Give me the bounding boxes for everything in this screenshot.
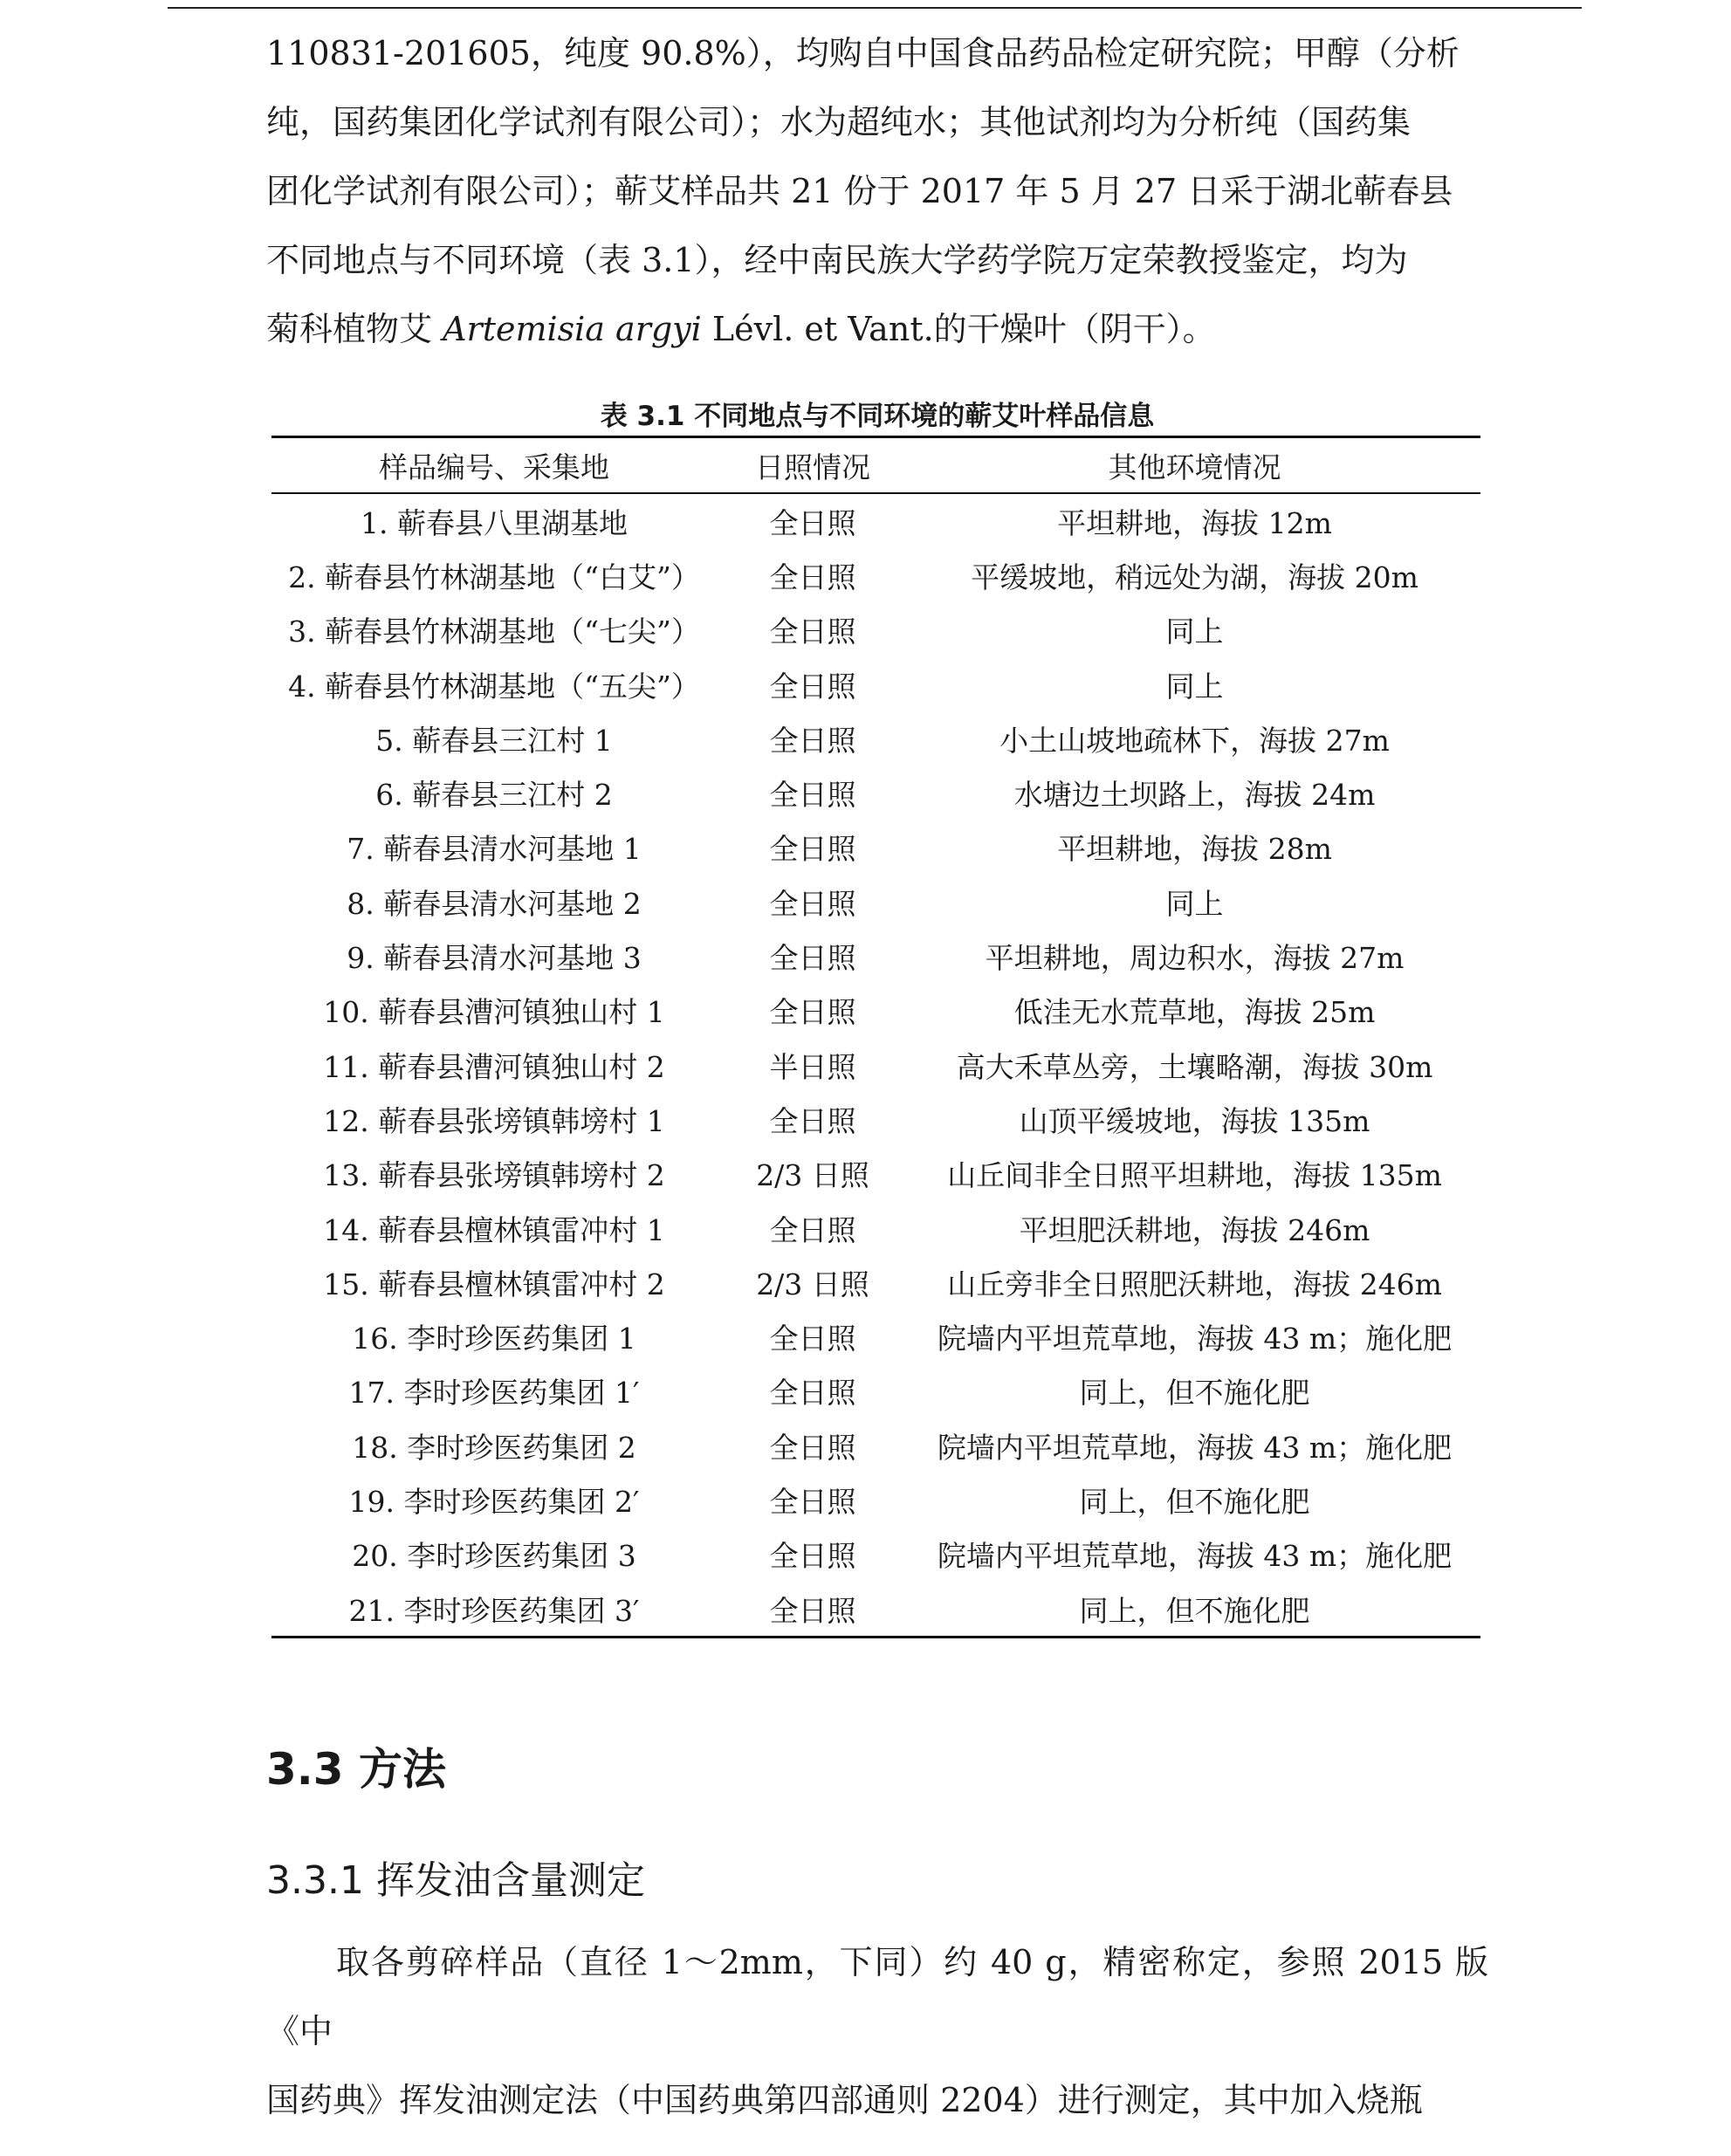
cell-sunlight: 全日照 xyxy=(769,1430,856,1465)
intro-line-3: 团化学试剂有限公司）；蕲艾样品共 21 份于 2017 年 5 月 27 日采于湖北蕲春县 xyxy=(266,172,1453,210)
cell-environment: 山顶平缓坡地，海拔 135m xyxy=(1019,1103,1370,1138)
cell-sunlight: 全日照 xyxy=(769,505,856,540)
cell-sample-location: 19. 李时珍医药集团 2′ xyxy=(348,1484,640,1519)
cell-sample-location: 18. 李时珍医药集团 2 xyxy=(352,1430,636,1465)
cell-environment: 院墙内平坦荒草地，海拔 43 m；施化肥 xyxy=(937,1430,1453,1465)
cell-sample-location: 4. 蕲春县竹林湖基地（“五尖”） xyxy=(288,669,700,704)
table-row xyxy=(271,493,1480,548)
table-row xyxy=(271,1528,1480,1582)
table-row xyxy=(271,1255,1480,1309)
cell-sunlight: 半日照 xyxy=(769,1049,856,1084)
cell-sample-location: 2. 蕲春县竹林湖基地（“白艾”） xyxy=(288,560,700,594)
intro-line-2: 纯，国药集团化学试剂有限公司）；水为超纯水；其他试剂均为分析纯（国药集 xyxy=(266,103,1412,141)
intro-line-1: 110831-201605，纯度 90.8%），均购自中国食品药品检定研究院；甲醇（分析 xyxy=(266,34,1460,72)
table-row xyxy=(271,548,1480,602)
table-row xyxy=(271,766,1480,820)
cell-sample-location: 12. 蕲春县张塝镇韩塝村 1 xyxy=(323,1103,665,1138)
table-header-row xyxy=(271,437,1480,494)
cell-sunlight: 全日照 xyxy=(769,1484,856,1519)
intro-line-5 xyxy=(266,295,1488,364)
cell-environment: 高大禾草丛旁，土壤略潮，海拔 30m xyxy=(956,1049,1433,1084)
cell-sample-location: 20. 李时珍医药集团 3 xyxy=(352,1539,636,1574)
table-row xyxy=(271,603,1480,657)
cell-sample-location: 8. 蕲春县清水河基地 2 xyxy=(347,886,642,921)
table-row xyxy=(271,875,1480,929)
cell-sample-location: 9. 蕲春县清水河基地 3 xyxy=(347,941,642,976)
cell-sunlight: 全日照 xyxy=(769,941,856,976)
table-row xyxy=(271,1364,1480,1418)
table-caption: 表 3.1 不同地点与不同环境的蕲艾叶样品信息 xyxy=(600,401,1155,432)
cell-environment: 低洼无水荒草地，海拔 25m xyxy=(1013,995,1376,1030)
cell-environment: 平坦耕地，周边积水，海拔 27m xyxy=(985,941,1405,976)
cell-sunlight: 全日照 xyxy=(769,1212,856,1247)
cell-sample-location: 7. 蕲春县清水河基地 1 xyxy=(347,832,642,867)
header-rule xyxy=(168,7,1582,9)
cell-sunlight: 全日照 xyxy=(769,669,856,704)
table-row xyxy=(271,1147,1480,1201)
intro-line-5-suffix: Lévl. et Vant.的干燥叶（阴干）。 xyxy=(701,310,1216,348)
table-row xyxy=(271,821,1480,875)
intro-line-5-prefix: 菊科植物艾 xyxy=(266,310,443,348)
table-row xyxy=(271,1582,1480,1638)
table-row xyxy=(271,1092,1480,1146)
cell-sample-location: 11. 蕲春县漕河镇独山村 2 xyxy=(323,1049,665,1084)
table-row xyxy=(271,1309,1480,1363)
cell-environment: 院墙内平坦荒草地，海拔 43 m；施化肥 xyxy=(937,1539,1453,1574)
cell-environment: 山丘旁非全日照肥沃耕地，海拔 246m xyxy=(947,1267,1442,1301)
header-sample-location: 样品编号、采集地 xyxy=(271,437,717,494)
cell-sunlight: 全日照 xyxy=(769,1376,856,1411)
cell-environment: 同上，但不施化肥 xyxy=(1079,1376,1310,1411)
cell-sample-location: 10. 蕲春县漕河镇独山村 1 xyxy=(323,995,665,1030)
table-row xyxy=(271,984,1480,1038)
cell-sunlight: 2/3 日照 xyxy=(756,1267,869,1301)
table-row xyxy=(271,1418,1480,1473)
cell-environment: 同上 xyxy=(1165,669,1224,704)
cell-sample-location: 14. 蕲春县檀林镇雷冲村 1 xyxy=(323,1212,665,1247)
cell-environment: 水塘边土坝路上，海拔 24m xyxy=(1013,778,1376,813)
cell-environment: 同上，但不施化肥 xyxy=(1079,1484,1310,1519)
cell-sample-location: 17. 李时珍医药集团 1′ xyxy=(348,1376,640,1411)
table-row xyxy=(271,1038,1480,1092)
page-content xyxy=(266,19,1488,2135)
cell-sample-location: 6. 蕲春县三江村 2 xyxy=(375,778,613,813)
cell-sunlight: 全日照 xyxy=(769,560,856,594)
cell-sample-location: 13. 蕲春县张塝镇韩塝村 2 xyxy=(323,1158,665,1193)
cell-environment: 平缓坡地，稍远处为湖，海拔 20m xyxy=(971,560,1418,594)
cell-environment: 同上 xyxy=(1165,615,1224,649)
cell-sunlight: 全日照 xyxy=(769,723,856,758)
table-row xyxy=(271,657,1480,711)
cell-environment: 平坦肥沃耕地，海拔 246m xyxy=(1019,1212,1370,1247)
section-title: 3.3 方法 xyxy=(266,1744,446,1796)
header-environment: 其他环境情况 xyxy=(909,437,1480,494)
species-name: Artemisia argyi xyxy=(443,310,702,348)
cell-environment: 同上，但不施化肥 xyxy=(909,1582,1480,1638)
cell-sample-location: 1. 蕲春县八里湖基地 xyxy=(361,505,628,540)
cell-sunlight: 全日照 xyxy=(769,995,856,1030)
cell-sunlight: 全日照 xyxy=(769,615,856,649)
cell-sample-location: 21. 李时珍医药集团 3′ xyxy=(271,1582,717,1638)
header-sunlight: 日照情况 xyxy=(717,437,909,494)
subsection-title: 3.3.1 挥发油含量测定 xyxy=(266,1858,645,1904)
cell-sunlight: 全日照 xyxy=(769,1539,856,1574)
cell-sunlight: 全日照 xyxy=(769,778,856,813)
cell-environment: 平坦耕地，海拔 28m xyxy=(1057,832,1332,867)
intro-paragraph xyxy=(266,19,1488,364)
cell-environment: 同上 xyxy=(1165,886,1224,921)
cell-sample-location: 5. 蕲春县三江村 1 xyxy=(375,723,613,758)
cell-sample-location: 16. 李时珍医药集团 1 xyxy=(352,1322,636,1356)
table-row xyxy=(271,929,1480,983)
cell-sample-location: 15. 蕲春县檀林镇雷冲村 2 xyxy=(323,1267,665,1301)
cell-sunlight: 2/3 日照 xyxy=(756,1158,869,1193)
cell-sunlight: 全日照 xyxy=(769,1322,856,1356)
intro-line-4: 不同地点与不同环境（表 3.1），经中南民族大学药学院万定荣教授鉴定，均为 xyxy=(266,241,1408,279)
method-line-1: 取各剪碎样品（直径 1～2mm，下同）约 40 g，精密称定，参照 2015 版《中 xyxy=(266,1943,1488,2051)
cell-sunlight: 全日照 xyxy=(717,1582,909,1638)
cell-sample-location: 3. 蕲春县竹林湖基地（“七尖”） xyxy=(288,615,700,649)
table-row xyxy=(271,1473,1480,1527)
cell-environment: 小土山坡地疏林下，海拔 27m xyxy=(999,723,1390,758)
sample-table xyxy=(271,436,1480,1638)
table-row xyxy=(271,711,1480,766)
cell-sunlight: 全日照 xyxy=(769,832,856,867)
cell-environment: 平坦耕地，海拔 12m xyxy=(1057,505,1332,540)
method-line-2: 国药典》挥发油测定法（中国药典第四部通则 2204）进行测定，其中加入烧瓶 xyxy=(266,2081,1423,2120)
method-paragraph xyxy=(266,1928,1488,2135)
cell-environment: 山丘间非全日照平坦耕地，海拔 135m xyxy=(947,1158,1442,1193)
cell-environment: 院墙内平坦荒草地，海拔 43 m；施化肥 xyxy=(937,1322,1453,1356)
table-row xyxy=(271,1201,1480,1255)
cell-sunlight: 全日照 xyxy=(769,1103,856,1138)
cell-sunlight: 全日照 xyxy=(769,886,856,921)
